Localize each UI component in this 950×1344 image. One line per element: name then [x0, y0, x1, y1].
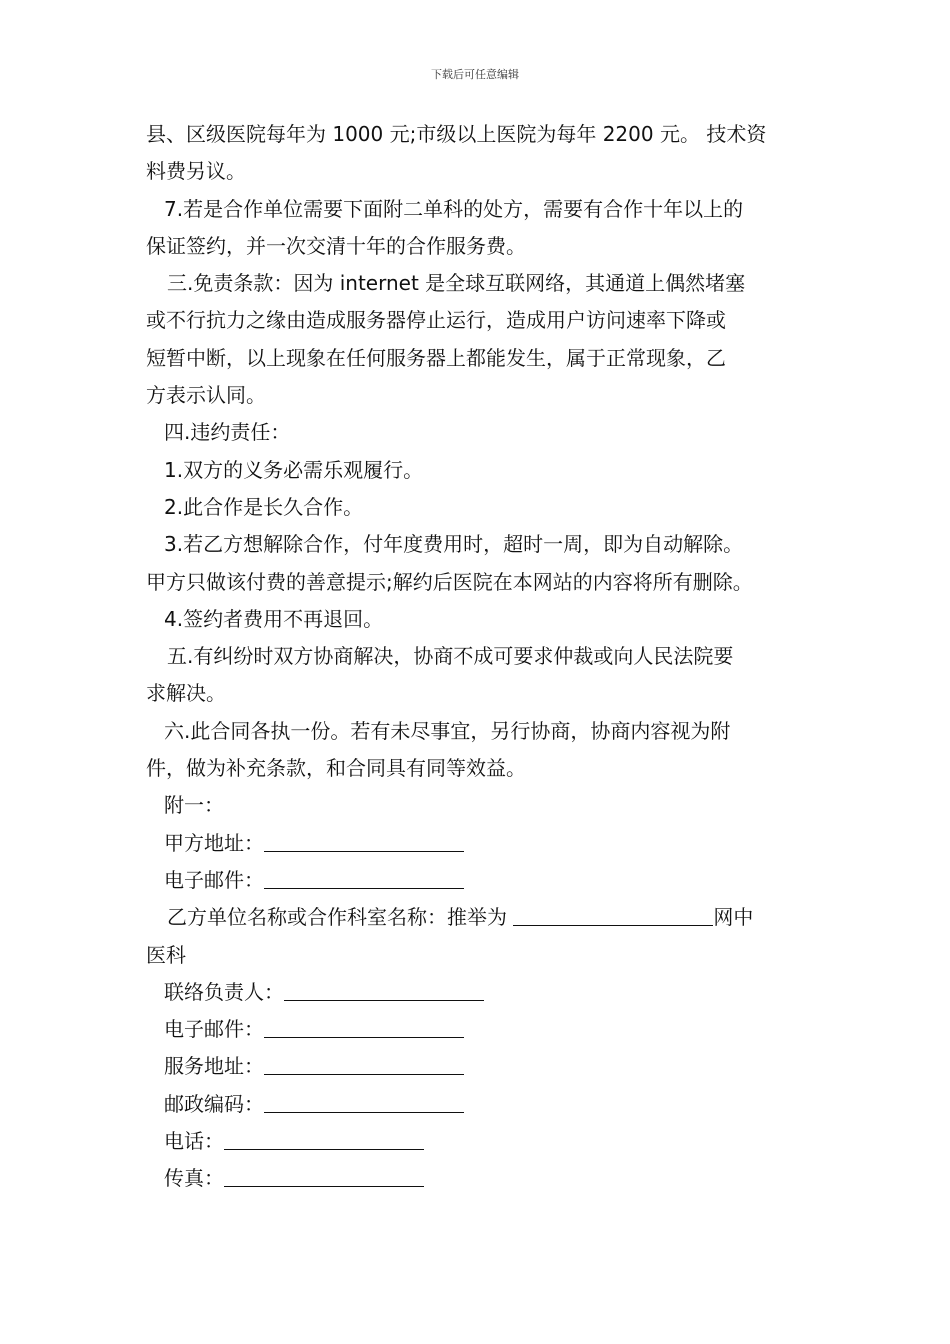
- paragraph-line: 求解决。: [146, 681, 226, 706]
- service-address-blank: [264, 1052, 464, 1075]
- party-a-address-blank: [264, 829, 464, 852]
- paragraph-line: 件，做为补充条款，和合同具有同等效益。: [146, 756, 526, 781]
- paragraph-line: 短暂中断，以上现象在任何服务器上都能发生，属于正常现象，乙: [146, 345, 726, 370]
- contact-person-row: [146, 974, 810, 1011]
- fax-row: [146, 1160, 810, 1197]
- fax-blank: [224, 1164, 424, 1187]
- party-b-name-label: 乙方单位名称或合作科室名称：推举为: [167, 905, 514, 930]
- paragraph-line: 或不行抗力之缘由造成服务器停止运行，造成用户访问速率下降或: [146, 308, 726, 333]
- contact-person-label: 联络负责人：: [164, 979, 284, 1004]
- email-blank-1: [264, 866, 464, 889]
- postal-code-blank: [264, 1090, 464, 1113]
- clause-4-heading: 四.违约责任：: [164, 420, 291, 445]
- email-label-2: 电子邮件：: [164, 1017, 264, 1042]
- party-a-address-label: 甲方地址：: [164, 830, 264, 855]
- page-header: 下载后可任意编辑: [431, 68, 519, 81]
- paragraph-line: 县、区级医院每年为 1000 元;市级以上医院为每年 2200 元。 技术资: [146, 122, 767, 146]
- party-b-name-row: [146, 899, 810, 936]
- fax-label: 传真：: [164, 1166, 224, 1191]
- clause-7-line: 7.若是合作单位需要下面附二单科的处方，需要有合作十年以上的: [164, 196, 744, 221]
- phone-row: [146, 1123, 810, 1160]
- paragraph-line: 保证签约，并一次交清十年的合作服务费。: [146, 233, 526, 258]
- document-body: [146, 116, 810, 1198]
- party-b-name-suffix: 网中: [713, 905, 754, 930]
- list-item: 4.签约者费用不再退回。: [164, 606, 384, 631]
- service-address-row: [146, 1048, 810, 1085]
- email-blank-2: [264, 1015, 464, 1038]
- service-address-label: 服务地址：: [164, 1054, 264, 1079]
- clause-3-heading: 三.免责条款：因为 internet 是全球互联网络，其通道上偶然堵塞: [167, 271, 746, 296]
- list-item: 1.双方的义务必需乐观履行。: [164, 457, 424, 482]
- party-a-address-row: [146, 825, 810, 862]
- party-b-name-blank: [513, 903, 713, 926]
- postal-code-row: [146, 1086, 810, 1123]
- clause-6-heading: 六.此合同各执一份。若有未尽事宜，另行协商，协商内容视为附: [164, 718, 731, 743]
- party-b-name-continuation: 医科: [146, 942, 186, 967]
- paragraph-line: 方表示认同。: [146, 383, 266, 408]
- email-label-1: 电子邮件：: [164, 867, 264, 892]
- list-item: 3.若乙方想解除合作，付年度费用时，超时一周，即为自动解除。: [164, 532, 744, 557]
- postal-code-label: 邮政编码：: [164, 1091, 264, 1116]
- paragraph-line: 料费另议。: [146, 159, 246, 184]
- list-item: 2.此合作是长久合作。: [164, 494, 364, 519]
- phone-label: 电话：: [164, 1129, 224, 1154]
- clause-5-heading: 五.有纠纷时双方协商解决，协商不成可要求仲裁或向人民法院要: [167, 644, 734, 669]
- contact-person-blank: [284, 978, 484, 1001]
- email-row-2: [146, 1011, 810, 1048]
- paragraph-line: 甲方只做该付费的善意提示;解约后医院在本网站的内容将所有删除。: [146, 569, 753, 594]
- email-row-1: [146, 862, 810, 899]
- phone-blank: [224, 1127, 424, 1150]
- appendix-heading: 附一：: [164, 793, 224, 818]
